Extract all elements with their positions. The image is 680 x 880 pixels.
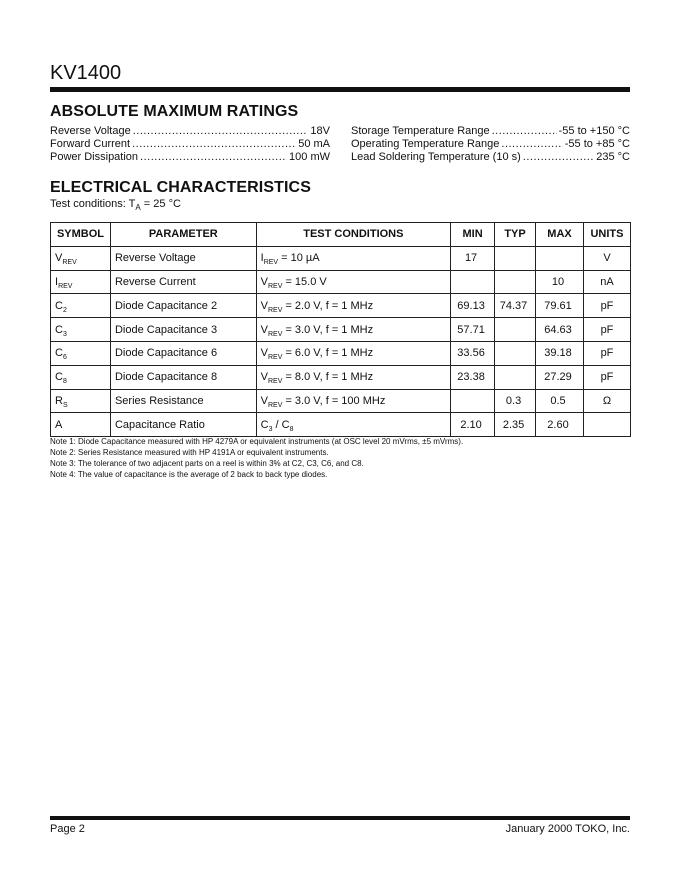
condition-text: V <box>260 299 268 312</box>
cell-test-conditions <box>256 389 450 413</box>
rating-row <box>50 125 330 138</box>
table-row <box>51 318 631 342</box>
condition-text: / C <box>272 418 290 431</box>
symbol-text: I <box>55 275 59 288</box>
symbol-subscript: 3 <box>62 330 67 338</box>
leader-dots <box>523 151 594 164</box>
condition-text: = 15.0 V <box>282 275 327 288</box>
condition-subscript: REV <box>267 330 283 338</box>
rating-row <box>50 151 330 164</box>
col-header-min: MIN <box>451 223 495 247</box>
condition-subscript: REV <box>267 401 283 409</box>
note-2: Note 2: Series Resistance measured with HP 4191A or equivalent instruments. <box>50 448 329 457</box>
cell-max: 64.63 <box>536 318 584 342</box>
ratings-right <box>351 125 630 164</box>
rating-value: 100 mW <box>289 151 330 163</box>
footer-rule <box>50 816 630 820</box>
cell-max: 39.18 <box>536 341 584 365</box>
condition-subscript: REV <box>263 259 279 267</box>
condition-subscript: REV <box>267 282 283 290</box>
condition-text: = 3.0 V, f = 100 MHz <box>282 394 386 407</box>
cell-units: pF <box>583 318 630 342</box>
rating-row <box>351 138 630 151</box>
rating-label: Storage Temperature Range <box>351 125 490 137</box>
cell-min: 69.13 <box>451 294 495 318</box>
col-header-test-conditions: TEST CONDITIONS <box>256 223 450 247</box>
table-body <box>51 246 631 436</box>
cell-min: 57.71 <box>451 318 495 342</box>
cell-test-conditions <box>256 413 450 437</box>
rating-value: -55 to +85 °C <box>564 138 630 150</box>
cell-max: 27.29 <box>536 365 584 389</box>
symbol-text: V <box>55 252 63 265</box>
cell-max <box>536 246 584 270</box>
condition-text: = 3.0 V, f = 1 MHz <box>282 323 374 336</box>
table-header-row <box>51 223 631 247</box>
table-row <box>51 413 631 437</box>
test-conditions-suffix: = 25 °C <box>140 198 181 210</box>
cell-symbol <box>51 389 111 413</box>
cell-units: pF <box>583 341 630 365</box>
ratings-left <box>50 125 330 164</box>
condition-subscript: REV <box>267 354 283 362</box>
test-conditions-sub: A <box>135 203 141 212</box>
cell-max: 0.5 <box>536 389 584 413</box>
note-1: Note 1: Diode Capacitance measured with HP 4279A or equivalent instruments (at OSC level 20 mVrms, ±5 mVrms). <box>50 437 464 446</box>
cell-min: 23.38 <box>451 365 495 389</box>
condition-text: = 10 µA <box>278 252 320 265</box>
symbol-text: C <box>55 347 63 360</box>
cell-symbol <box>51 413 111 437</box>
page-number: Page 2 <box>50 823 85 835</box>
cell-typ <box>495 246 536 270</box>
leader-dots <box>501 138 562 151</box>
cell-units <box>583 413 630 437</box>
cell-parameter: Diode Capacitance 3 <box>110 318 256 342</box>
header-rule <box>50 87 630 92</box>
table-row <box>51 270 631 294</box>
leader-dots <box>132 138 296 151</box>
condition-text: = 8.0 V, f = 1 MHz <box>282 371 374 384</box>
condition-text: C <box>260 418 269 431</box>
col-header-typ: TYP <box>495 223 536 247</box>
cell-parameter: Series Resistance <box>110 389 256 413</box>
electrical-table <box>50 222 631 437</box>
symbol-text: C <box>55 323 63 336</box>
test-conditions-prefix: Test conditions: T <box>50 198 136 210</box>
condition-subscript: 3 <box>268 425 273 433</box>
rating-row <box>351 151 630 164</box>
cell-min: 2.10 <box>451 413 495 437</box>
condition-text: V <box>260 275 268 288</box>
cell-symbol <box>51 318 111 342</box>
cell-typ <box>495 270 536 294</box>
rating-value: 50 mA <box>298 138 330 150</box>
test-conditions <box>50 198 181 210</box>
cell-test-conditions <box>256 246 450 270</box>
cell-symbol <box>51 246 111 270</box>
leader-dots <box>133 125 309 138</box>
symbol-subscript: 6 <box>62 354 67 362</box>
rating-label: Reverse Voltage <box>50 125 131 137</box>
cell-parameter: Reverse Voltage <box>110 246 256 270</box>
condition-text: V <box>260 347 268 360</box>
symbol-text: C <box>55 371 63 384</box>
absolute-max-heading: ABSOLUTE MAXIMUM RATINGS <box>50 103 299 120</box>
symbol-text: C <box>55 299 63 312</box>
symbol-subscript: REV <box>58 282 73 290</box>
cell-typ: 74.37 <box>495 294 536 318</box>
cell-typ: 2.35 <box>495 413 536 437</box>
cell-symbol <box>51 270 111 294</box>
cell-test-conditions <box>256 341 450 365</box>
document-title: KV1400 <box>50 62 122 84</box>
cell-max: 2.60 <box>536 413 584 437</box>
cell-parameter: Diode Capacitance 8 <box>110 365 256 389</box>
condition-subscript: 8 <box>289 425 294 433</box>
leader-dots <box>140 151 287 164</box>
condition-subscript: REV <box>267 306 283 314</box>
symbol-text: R <box>55 394 63 407</box>
note-4: Note 4: The value of capacitance is the average of 2 back to back type diodes. <box>50 470 328 479</box>
symbol-subscript: 2 <box>62 306 67 314</box>
cell-typ: 0.3 <box>495 389 536 413</box>
rating-value: 235 °C <box>596 151 630 163</box>
condition-text: = 6.0 V, f = 1 MHz <box>282 347 374 360</box>
cell-units: Ω <box>583 389 630 413</box>
cell-max: 79.61 <box>536 294 584 318</box>
cell-units: pF <box>583 365 630 389</box>
note-3: Note 3: The tolerance of two adjacent parts on a reel is within 3% at C2, C3, C6, and C8. <box>50 459 364 468</box>
condition-subscript: REV <box>267 378 283 386</box>
symbol-text: A <box>55 418 63 431</box>
table-row <box>51 294 631 318</box>
rating-label: Operating Temperature Range <box>351 138 500 150</box>
table-row <box>51 365 631 389</box>
rating-label: Forward Current <box>50 138 131 150</box>
cell-typ <box>495 341 536 365</box>
col-header-max: MAX <box>536 223 584 247</box>
table-row <box>51 246 631 270</box>
cell-symbol <box>51 294 111 318</box>
symbol-subscript: REV <box>62 259 77 267</box>
cell-test-conditions <box>256 318 450 342</box>
cell-min <box>451 270 495 294</box>
condition-text: = 2.0 V, f = 1 MHz <box>282 299 374 312</box>
electrical-heading: ELECTRICAL CHARACTERISTICS <box>50 179 311 196</box>
cell-test-conditions <box>256 365 450 389</box>
cell-max: 10 <box>536 270 584 294</box>
table-row <box>51 389 631 413</box>
cell-typ <box>495 365 536 389</box>
rating-row <box>50 138 330 151</box>
condition-text: V <box>260 371 268 384</box>
table-row <box>51 341 631 365</box>
cell-typ <box>495 318 536 342</box>
condition-text: I <box>260 252 264 265</box>
cell-symbol <box>51 365 111 389</box>
col-header-units: UNITS <box>583 223 630 247</box>
condition-text: V <box>260 394 268 407</box>
rating-value: 18V <box>310 125 330 137</box>
col-header-symbol: SYMBOL <box>51 223 111 247</box>
rating-label: Power Dissipation <box>50 151 139 163</box>
notes <box>50 436 463 480</box>
cell-parameter: Diode Capacitance 6 <box>110 341 256 365</box>
cell-parameter: Reverse Current <box>110 270 256 294</box>
cell-units: pF <box>583 294 630 318</box>
footer-publisher-date: January 2000 TOKO, Inc. <box>505 823 630 835</box>
cell-symbol <box>51 341 111 365</box>
leader-dots <box>492 125 557 138</box>
cell-min <box>451 389 495 413</box>
rating-value: -55 to +150 °C <box>558 125 630 137</box>
cell-parameter: Diode Capacitance 2 <box>110 294 256 318</box>
cell-units: V <box>583 246 630 270</box>
rating-row <box>351 125 630 138</box>
cell-test-conditions <box>256 294 450 318</box>
cell-units: nA <box>583 270 630 294</box>
condition-text: V <box>260 323 268 336</box>
symbol-subscript: S <box>62 401 68 409</box>
col-header-parameter: PARAMETER <box>110 223 256 247</box>
cell-min: 33.56 <box>451 341 495 365</box>
symbol-subscript: 8 <box>62 378 67 386</box>
rating-label: Lead Soldering Temperature (10 s) <box>351 151 521 163</box>
cell-parameter: Capacitance Ratio <box>110 413 256 437</box>
cell-min: 17 <box>451 246 495 270</box>
cell-test-conditions <box>256 270 450 294</box>
